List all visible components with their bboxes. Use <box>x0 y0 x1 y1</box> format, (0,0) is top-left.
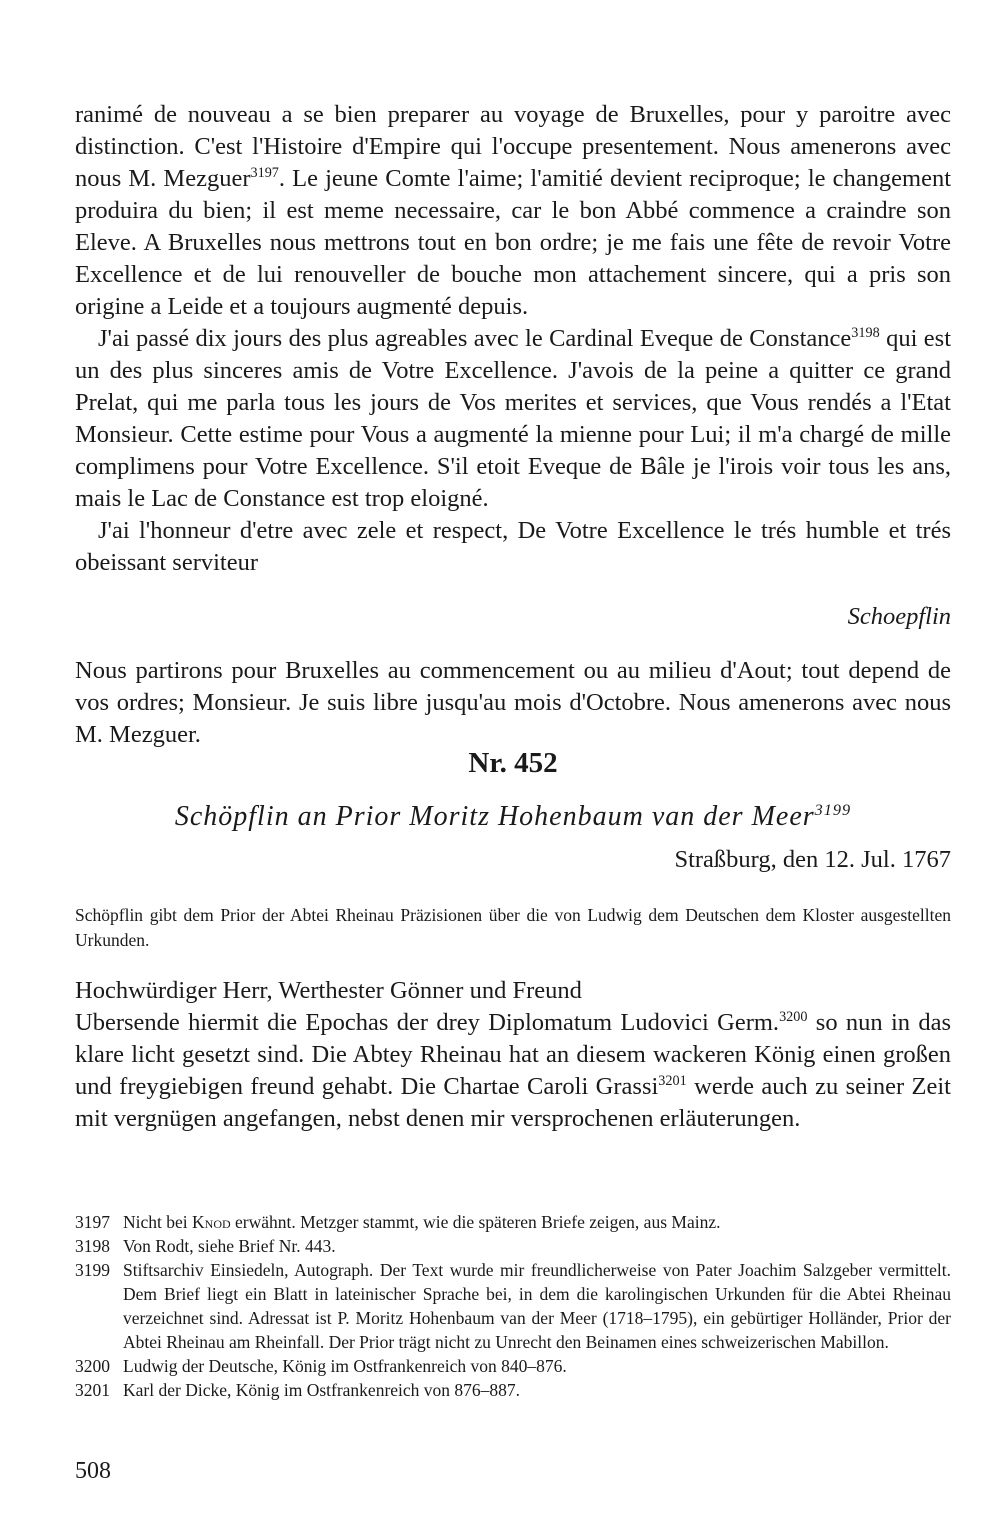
footnote-smallcaps-name: Knod <box>192 1212 231 1232</box>
letter-dateline: Straßburg, den 12. Jul. 1767 <box>674 846 951 873</box>
footnote-text: Karl der Dicke, König im Ostfrankenreich von 876–887. <box>123 1380 521 1400</box>
footnote-text-part: erwähnt. Metzger stammt, wie die späteren Briefe zeigen, aus Mainz. <box>230 1212 721 1232</box>
footnote-item <box>75 1258 951 1354</box>
letter-continuation <box>75 99 951 751</box>
footnote-ref-3200: 3200 <box>779 1009 808 1026</box>
footnote-item <box>75 1234 951 1258</box>
paragraph-2-text: J'ai passé dix jours des plus agreables avec le Cardinal Eveque de Constance <box>98 325 852 352</box>
footnotes <box>75 1210 951 1402</box>
footnote-number: 3199 <box>75 1260 110 1280</box>
letter-body-paragraph <box>75 1007 951 1135</box>
letter-body <box>75 975 951 1135</box>
footnote-text: Stiftsarchiv Einsiedeln, Autograph. Der Text wurde mir freundlicherweise von Pater Joachim Salzgeber vermittelt. Dem Brief liegt ein Blatt in lateinischer Sprache bei, in dem die karolingischen Urkunden für die Abtei Rheinau verzeichnet sind. Adressat ist P. Moritz Hohenbaum van der Meer (1718–1795), ein gebürtiger Holländer, Prior der Abtei Rheinau am Rheinfall. Der Prior trägt nicht zu Unrecht den Beinamen eines schweizerischen Mabillon. <box>123 1260 951 1352</box>
footnote-ref-3198: 3198 <box>851 325 880 342</box>
footnote-number: 3198 <box>75 1236 110 1256</box>
paragraph-1-text-cont: . Le jeune Comte l'aime; l'amitié devient reciproque; le changement produira du bien; il est meme necessaire, car le bon Abbé commence a craindre son Eleve. A Bruxelles nous mettrons tout en bon ordre; je me fais une fête de revoir Votre Excellence et de lui renouveller de bouche mon attachement sincere, qui a pris son origine a Leide et a toujours augmenté depuis. <box>75 165 951 320</box>
footnote-number: 3197 <box>75 1212 110 1232</box>
paragraph-1-text: ranimé de nouveau a se bien preparer au voyage de Bruxelles, pour y paroitre avec distinction. C'est l'Histoire d'Empire qui l'occupe presentement. Nous amenerons avec nous M. Mezguer <box>75 101 951 192</box>
paragraph-2 <box>75 323 951 515</box>
footnote-text-part: Nicht bei <box>123 1212 193 1232</box>
letter-number: Nr. 452 <box>468 747 558 779</box>
letter-body-text-a: Ubersende hiermit die Epochas der drey Diplomatum Ludovici Germ. <box>75 1009 780 1036</box>
footnote-item <box>75 1378 951 1402</box>
footnote-ref-3199: 3199 <box>814 800 852 819</box>
letter-summary: Schöpflin gibt dem Prior der Abtei Rheinau Präzisionen über die von Ludwig dem Deutschen dem Kloster ausgestellten Urkunden. <box>75 905 951 950</box>
letter-body-text-b: so nun in das klare licht gesetzt sind. Die Abtey Rheinau hat an diesem wackeren König einen großen und freygiebigen freund gehabt. Die Chartae Caroli Grassi <box>75 1009 952 1100</box>
letter-title <box>75 801 951 833</box>
footnote-ref-3201: 3201 <box>658 1073 687 1090</box>
signature: Schoepflin <box>847 603 951 630</box>
salutation: Hochwürdiger Herr, Werthester Gönner und Freund <box>75 977 582 1004</box>
letter-title-text: Schöpflin an Prior Moritz Hohenbaum van der Meer <box>174 801 815 832</box>
footnote-number: 3200 <box>75 1356 110 1376</box>
page-number: 508 <box>75 1458 111 1484</box>
paragraph-1 <box>75 99 951 323</box>
footnote-item <box>75 1210 951 1234</box>
letter-body-text-c: werde auch zu seiner Zeit mit vergnügen angefangen, nebst denen mir versprochenen erläuterungen. <box>75 1073 951 1132</box>
footnote-item <box>75 1354 951 1378</box>
postscript: Nous partirons pour Bruxelles au commencement ou au milieu d'Aout; tout depend de vos ordres; Monsieur. Je suis libre jusqu'au mois d'Octobre. Nous amenerons avec nous M. Mezguer. <box>75 657 951 748</box>
footnote-text: Ludwig der Deutsche, König im Ostfrankenreich von 840–876. <box>123 1356 567 1376</box>
footnote-text <box>123 1210 951 1234</box>
footnote-number: 3201 <box>75 1380 110 1400</box>
paragraph-2-text-cont: qui est un des plus sinceres amis de Votre Excellence. J'avois de la peine a quitter ce grand Prelat, qui me parla tous les jours de Vos merites et services, que Vous rendés a l'Etat Monsieur. Cette estime pour Vous a augmenté la mienne pour Lui; il m'a chargé de mille complimens pour Votre Excellence. S'il etoit Eveque de Bâle je l'irois voir tous les ans, mais le Lac de Constance est trop eloigné. <box>75 325 951 512</box>
footnote-ref-3197: 3197 <box>250 165 279 182</box>
closing-paragraph: J'ai l'honneur d'etre avec zele et respect, De Votre Excellence le trés humble et trés obeissant serviteur <box>75 517 951 576</box>
footnote-text: Von Rodt, siehe Brief Nr. 443. <box>123 1236 336 1256</box>
